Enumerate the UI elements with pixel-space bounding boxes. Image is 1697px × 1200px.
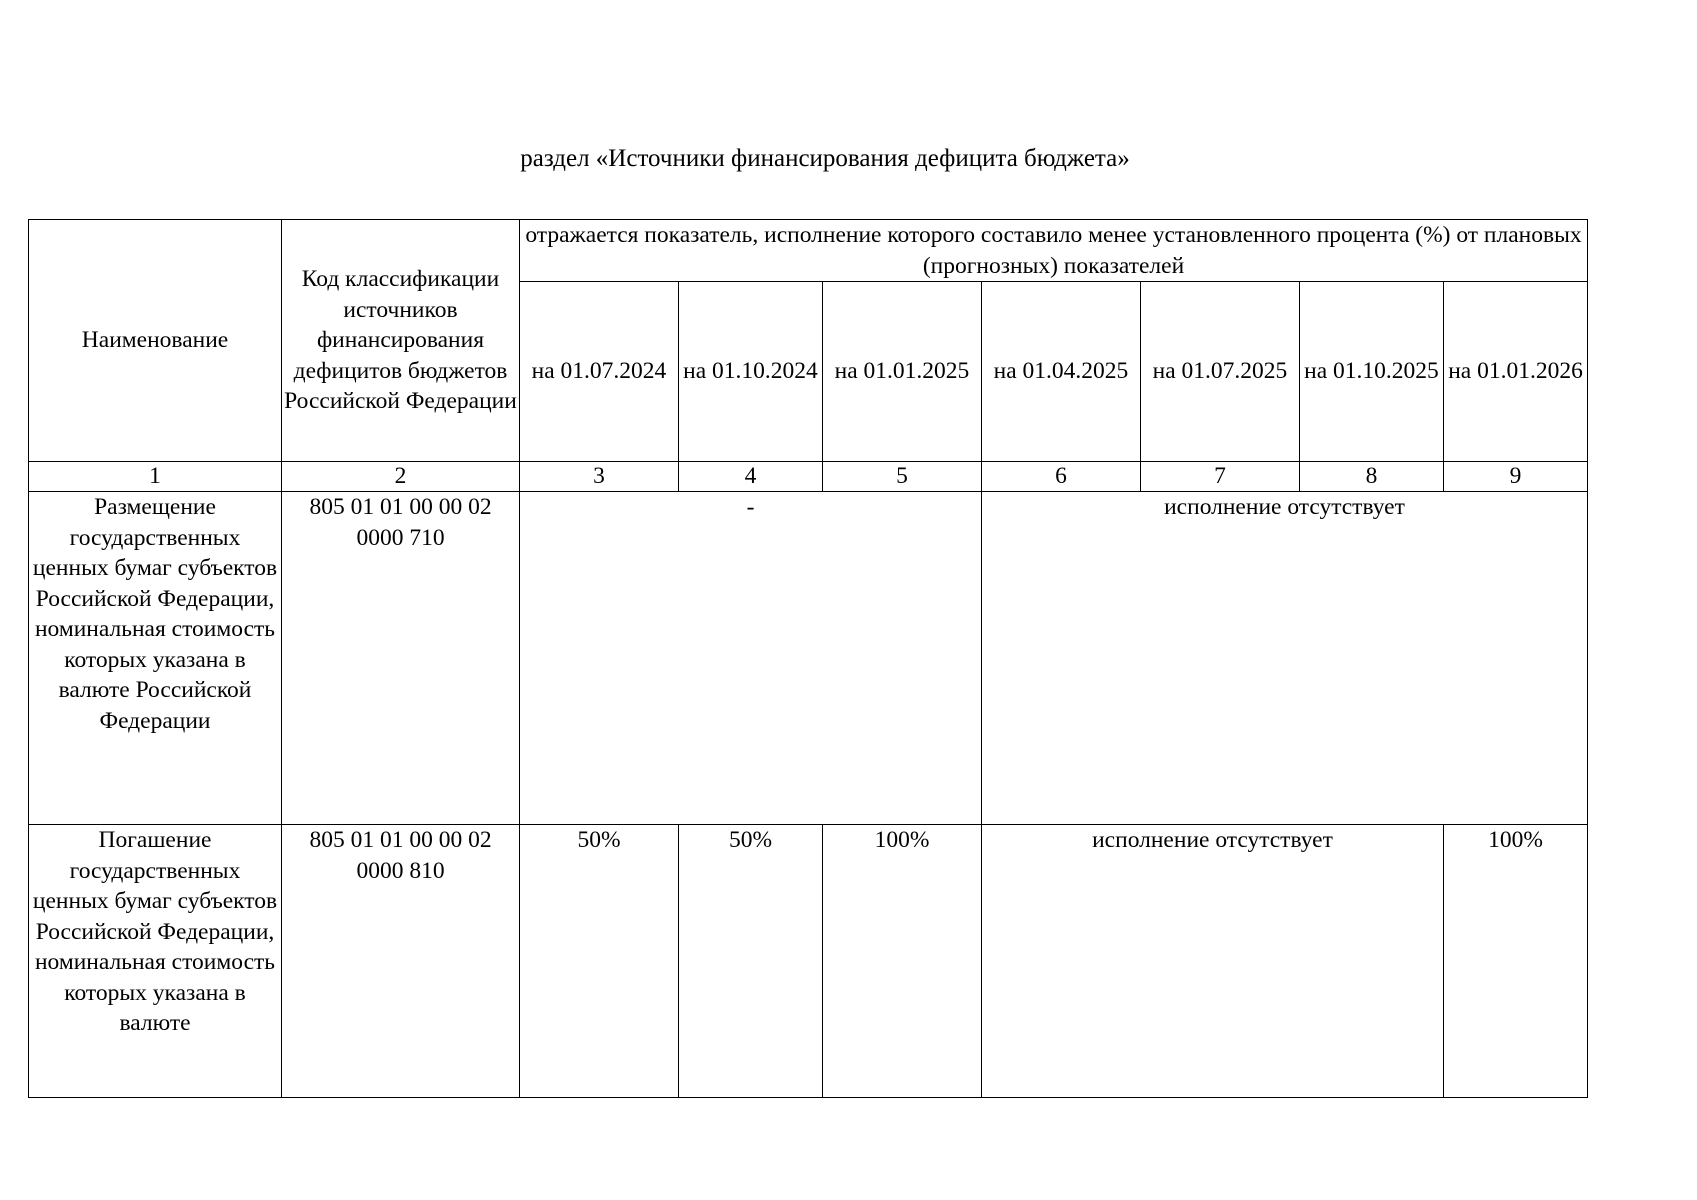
row-value-col-4: 50% bbox=[679, 825, 823, 1098]
row-name: Размещение государственных ценных бумаг субъектов Российской Федерации, номинальная стоимость которых указана в валюте Российской Федерации bbox=[29, 492, 282, 825]
sources-table bbox=[28, 219, 1588, 1098]
row-value-col-9: 100% bbox=[1444, 825, 1588, 1098]
row-value-cols-3-5: - bbox=[520, 492, 982, 825]
header-name: Наименование bbox=[29, 220, 282, 462]
header-date-col8: на 01.10.2025 bbox=[1300, 282, 1444, 462]
table-row bbox=[29, 492, 1588, 825]
document-heading: раздел «Источники финансирования дефицита бюджета» bbox=[520, 145, 1130, 172]
row-value-col-3: 50% bbox=[520, 825, 679, 1098]
column-numbers-row bbox=[29, 462, 1588, 492]
table-row bbox=[29, 825, 1588, 1098]
column-number: 7 bbox=[1141, 462, 1300, 492]
row-name: Погашение государственных ценных бумаг субъектов Российской Федерации, номинальная стоимость которых указана в валюте bbox=[32, 827, 278, 1036]
row-value-col-5: 100% bbox=[823, 825, 982, 1098]
row-code: 805 01 01 00 00 02 0000 810 bbox=[282, 825, 520, 1098]
header-date-col6: на 01.04.2025 bbox=[982, 282, 1141, 462]
header-row-top bbox=[29, 220, 1588, 282]
row-value-cols-6-8: исполнение отсутствует bbox=[982, 825, 1444, 1098]
header-date-col7: на 01.07.2025 bbox=[1141, 282, 1300, 462]
row-code: 805 01 01 00 00 02 0000 710 bbox=[282, 492, 520, 825]
column-number: 3 bbox=[520, 462, 679, 492]
column-number: 1 bbox=[29, 462, 282, 492]
header-code: Код классификации источников финансирования дефицитов бюджетов Российской Федерации bbox=[282, 220, 520, 462]
column-number: 2 bbox=[282, 462, 520, 492]
column-number: 6 bbox=[982, 462, 1141, 492]
header-indicator-group: отражается показатель, исполнение которого составило менее установленного процента (%) от плановых (прогнозных) показателей bbox=[520, 220, 1588, 282]
row-value-cols-6-9: исполнение отсутствует bbox=[982, 492, 1588, 825]
column-number: 5 bbox=[823, 462, 982, 492]
column-number: 8 bbox=[1300, 462, 1444, 492]
header-date-col9: на 01.01.2026 bbox=[1444, 282, 1588, 462]
column-number: 9 bbox=[1444, 462, 1588, 492]
column-number: 4 bbox=[679, 462, 823, 492]
header-date-col5: на 01.01.2025 bbox=[823, 282, 982, 462]
header-date-col4: на 01.10.2024 bbox=[679, 282, 823, 462]
header-date-col3: на 01.07.2024 bbox=[520, 282, 679, 462]
